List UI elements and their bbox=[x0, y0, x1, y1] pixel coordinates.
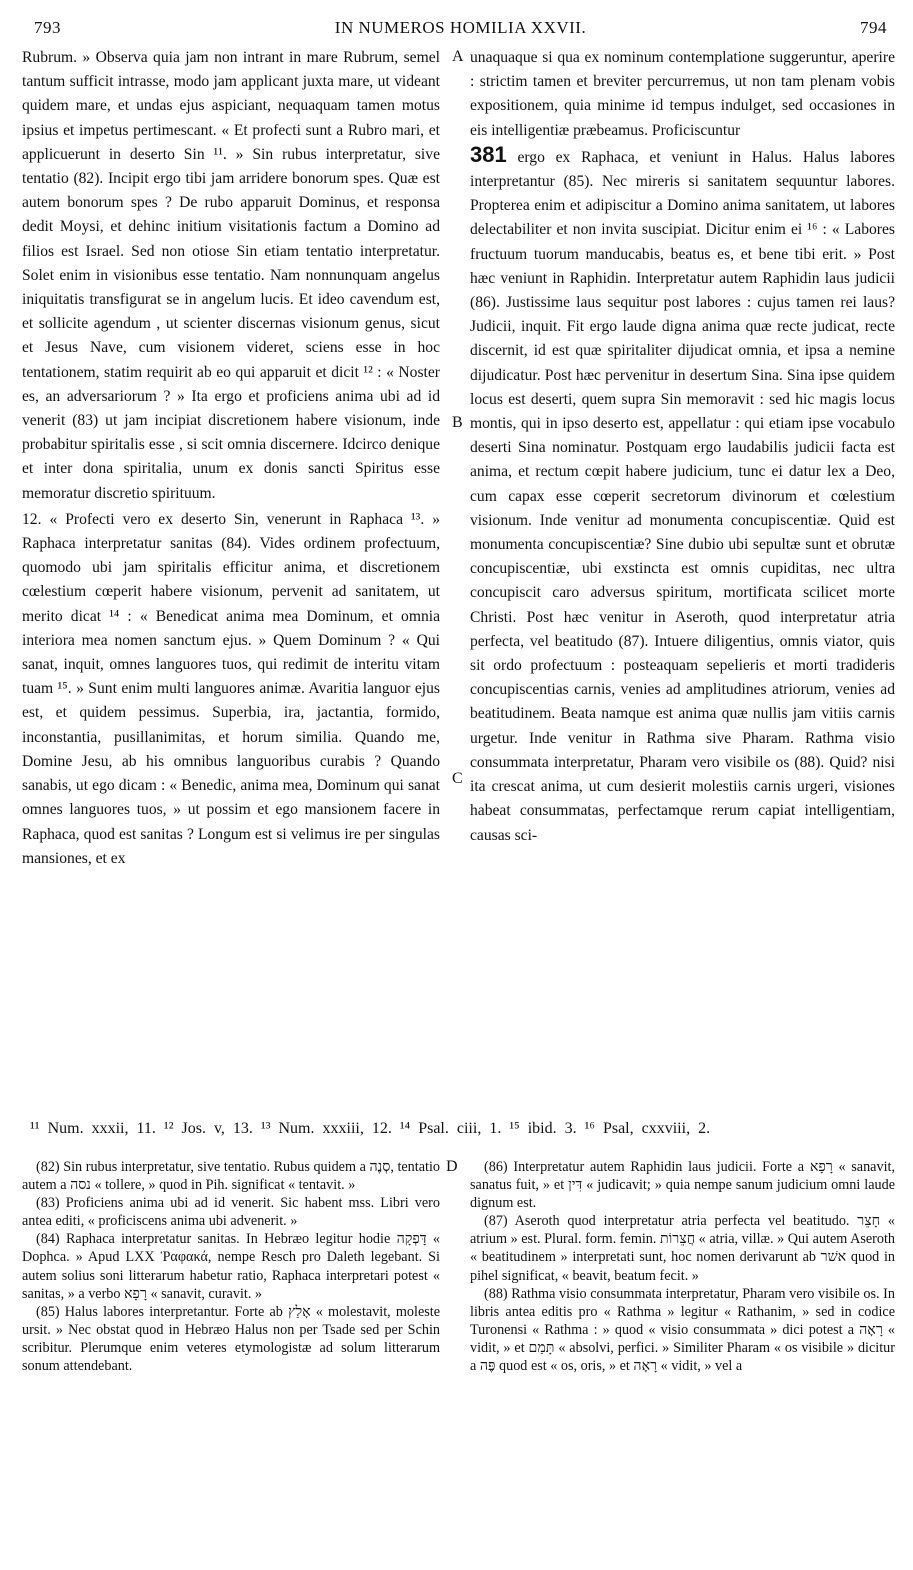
column-number: 381 bbox=[470, 141, 507, 167]
footnote: (88) Rathma visio consummata interpretatur, Pharam vero visibile os. In libris antea editis pro « Rathma » legitur « Rathanim, » sed in codice Turonensi « Rathma : » quod « visio consummata » dici potest a רָאָה « vidit, » et תָּמַם « absolvi, perfici. » Similiter Pharam « os visibile » dicitur a פֶּה quod est « os, oris, » et רָאָה « vidit, » vel a bbox=[470, 1285, 896, 1375]
paragraph bbox=[470, 143, 895, 848]
left-text-column bbox=[22, 46, 440, 871]
left-footnotes bbox=[22, 1158, 440, 1375]
footnote: (82) Sin rubus interpretatur, sive tentatio. Rubus quidem a סְנֶה, tentatio autem a נסה « tollere, » quod in Pih. significat « tentavit. » bbox=[22, 1159, 440, 1194]
footnote: (87) Aseroth quod interpretatur atria perfecta vel beatitudo. חָצֵר « atrium » est. Plural. form. femin. חֲצֵרוֹת « atria, villæ. » Qui autem Aseroth « beatitudinem » interpretati sunt, hoc nomen derivarunt ab אשׁר quod in pihel significat, « beavit, beatum fecit. » bbox=[470, 1213, 895, 1284]
margin-marker-d: D bbox=[446, 1158, 458, 1175]
paragraph-text: ergo ex Raphaca, et veniunt in Halus. Halus labores interpretantur (85). Nec mireris si sanitatem sequuntur labores. Propterea enim et adipiscitur a Domino anima sanitatem, ut labores delectabiliter et non invita suscipiat. Dicitur enim ei ¹⁶ : « Labores fructuum tuorum manducabis, beatus es, et bene tibi erit. » Post hæc veniunt in Raphidin. Interpretatur autem Raphidin laus judicii (86). Justissime laus sequitur post labores : cujus tamen rei laus? Judicii, inquit. Fit ergo laude digna anima quæ recte judicat, recte discernit, id est quæ spiritaliter dijudicat omnia, et ipsa a nemine dijudicatur. Post hæc pervenitur in desertum Sina. Sina ipse quidem locus est deserti, quem supra Sin memoravit : sed hic magis locus montis, qui in ipso deserto est, appellatur : qui etiam ipse vocabulo deserti Sina nominatur. Postquam ergo laudabilis judicii facta est anima, et rectum cœpit habere judicium, tunc ei datur lex a Deo, cum capax esse cœperit secretorum divinorum et cœlestium visionum. Inde venitur ad monumenta concupiscentiæ. Quid est monumenta concupiscentiæ? Sine dubio ubi sepultæ sunt et obrutæ concupiscentiæ, ubi exstincta est omnis cupiditas, nec ultra concupiscit caro adversus spiritum, mortificata scilicet morte Christi. Post hæc venitur in Aseroth, quod interpretatur atria perfecta, vel beatitudo (87). Intuere diligentius, omnis viator, quis sit ordo profectuum : posteaquam sepelieris et morti tradideris concupiscentias carnis, venies ad amplitudines atriorum, venies ad beatitudinem. Beata namque est anima quæ nullis jam vitiis carnis urgetur. Inde venitur in Rathma sive Pharam. Rathma visio consummata interpretatur, Pharam vero visibile os (88). Quid? nisi ita crescat anima, ut cum desierit molestiis carnis urgeri, visiones habeat consummatas, perfectamque rerum capiat intelligentiam, causas sci- bbox=[470, 148, 895, 844]
footnote: (85) Halus labores interpretantur. Forte ab אָלַץ « molestavit, moleste ursit. » Nec obstat quod in Hebræo Halus non per Tsade sed per Schin scribitur. Plerumque enim veteres etymologistæ ad solum litterarum sonum attendebant. bbox=[22, 1303, 441, 1375]
margin-marker-c: C bbox=[452, 770, 463, 787]
paragraph: unaquaque si qua ex nominum contemplatione suggeruntur, aperire : strictim tamen et breviter percurremus, ut non tam plenam vobis expositionem, quia minime id tempus indulget, sed occasiones in eis intelligentiæ præbeamus. Proficiscuntur bbox=[470, 49, 895, 139]
page-header bbox=[34, 18, 887, 42]
left-page-number: 793 bbox=[34, 18, 61, 37]
footnote: (86) Interpretatur autem Raphidin laus judicii. Forte a רָפָא « sanavit, sanatus fuit, » et דִּין « judicavit; » quia nempe sanum judicium omni laude dignum est. bbox=[470, 1159, 896, 1212]
margin-marker-b: B bbox=[452, 414, 463, 431]
running-title: IN NUMEROS HOMILIA XXVII. bbox=[334, 18, 587, 37]
right-page-number: 794 bbox=[860, 18, 887, 37]
footnote: (84) Raphaca interpretatur sanitas. In Hebræo legitur hodie דָּפְקָה « Dophca. » Apud LXX Ῥαφακά, nempe Resch pro Daleth legebant. Si autem solius soni litterarum habetur ratio, Raphaca interpretari potest « sanitas, » a verbo רָפָא « sanavit, curavit. » bbox=[22, 1231, 441, 1302]
paragraph: 12. « Profecti vero ex deserto Sin, venerunt in Raphaca ¹³. » Raphaca interpretatur sanitas (84). Vides ordinem profectuum, quomodo ubi jam spiritalis efficitur anima, et discretionem cœlestium cœperit habere visionum, pervenit ad sanitatem, ut merito dicat ¹⁴ : « Benedicat anima mea Dominum, et omnia interiora mea nomen sanctum ejus. » Quem Dominum ? « Qui sanat, inquit, omnes languores tuos, qui redimit de interitu vitam tuam ¹⁵. » Sunt enim multi languores animæ. Avaritia languor ejus est, et quidem pessimus. Superbia, ira, jactantia, formido, inconstantia, pusillanimitas, et horum similia. Quando me, Domine Jesu, ab his omnibus languoribus curabis ? Quando sanabis, ut ego dicam : « Benedic, anima mea, Dominum qui sanat omnes languores tuos, » ut possim et ego mansionem facere in Raphaca, quod est sanitas ? Longum est si velimus ire per singulas mansiones, et ex bbox=[22, 510, 440, 867]
right-text-column bbox=[470, 46, 895, 848]
footnote: (83) Proficiens anima ubi ad id venerit. Sic habent mss. Libri vero antea editi, « proficiscens anima ubi advenerit. » bbox=[22, 1195, 440, 1230]
paragraph: Rubrum. » Observa quia jam non intrant in mare Rubrum, semel tantum sufficit intrasse, modo jam applicant juxta mare, ut videant quidem mare, et undas ejus aspiciant, nequaquam tamen motus ipsius et impetus pertimescant. « Et profecti sunt a Rubro mari, et applicuerunt in deserto Sin ¹¹. » Sin rubus interpretatur, sive tentatio (82). Incipit ergo tibi jam arridere bonorum spes. Quæ est autem bonorum spes ? De rubo apparuit Dominus, et responsa dedit Moysi, et dehinc initium visitationis factum a Domino ad filios est Israel. Sed non otiose Sin etiam tentatio interpretatur. Solet enim in visionibus esse tentatio. Nam nonnunquam angelus iniquitatis transfigurat se in angelum lucis. Et ideo cavendum est, et sollicite agendum , ut scienter discernas visionum genus, sicut et Jesus Nave, cum visionem videret, sciens esse in hoc tentationem, statim requirit ab eo qui apparuit et dicit ¹² : « Noster es, an adversariorum ? » Ita ergo et proficiens anima ubi ad id venerit (83) ut jam incipiat discretionem habere visionum, inde probabitur spiritalis esse , si scit omnia discernere. Idcirco denique et inter dona spiritalia, unum ex donis sancti Spiritus esse memoratur discretio spirituum. bbox=[22, 49, 440, 502]
margin-marker-a: A bbox=[452, 48, 464, 65]
right-footnotes bbox=[470, 1158, 895, 1375]
scripture-references: ¹¹ Num. xxxii, 11. ¹² Jos. v, 13. ¹³ Num. xxxiii, 12. ¹⁴ Psal. ciii, 1. ¹⁵ ibid. 3. ¹⁶ Psal, cxxviii, 2. bbox=[30, 1120, 711, 1137]
